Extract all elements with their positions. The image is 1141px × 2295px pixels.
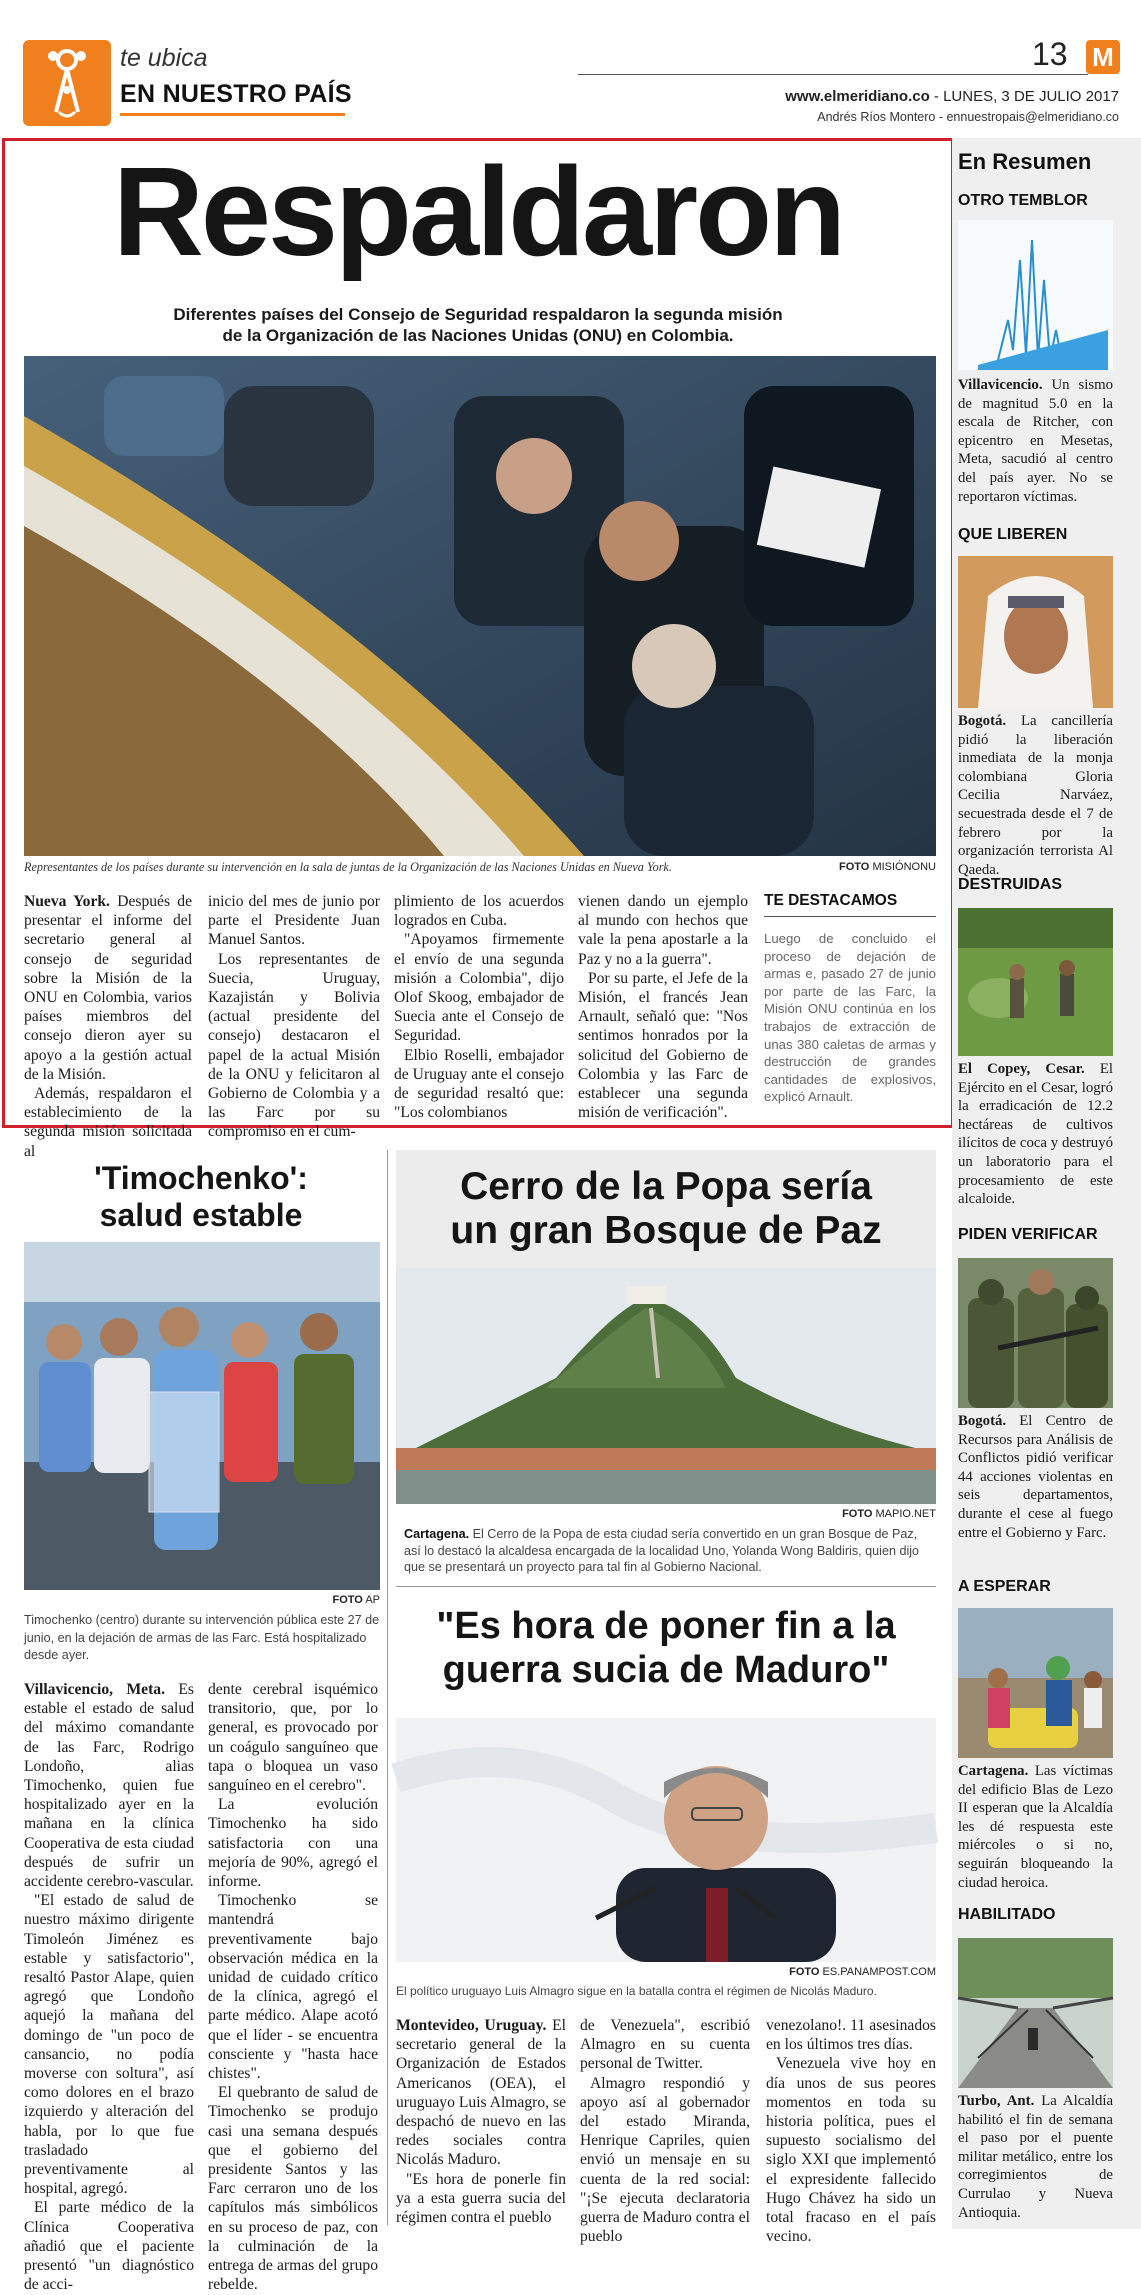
- column-divider: [387, 1150, 388, 2225]
- compass-figure-icon: [23, 40, 111, 126]
- popa-photo: [396, 1268, 936, 1504]
- timochenko-credit-source: AP: [365, 1594, 380, 1606]
- brand-letter: M: [1092, 42, 1114, 72]
- section-label-bottom: EN NUESTRO PAÍS: [120, 80, 352, 108]
- sidebar-item-head: OTRO TEMBLOR: [958, 192, 1088, 209]
- main-dateline: Nueva York.: [24, 893, 110, 910]
- popa-credit-source: MAPIO.NET: [875, 1508, 936, 1520]
- main-col-2: [208, 892, 380, 1142]
- sidebar-item-dateline: El Copey, Cesar.: [958, 1061, 1085, 1077]
- sidebar-photo-protest: [958, 1608, 1113, 1758]
- popa-credit-label: FOTO: [842, 1508, 873, 1520]
- main-credit-label: FOTO: [839, 861, 870, 873]
- popa-headline: [396, 1165, 936, 1253]
- timochenko-col-2: [208, 1680, 378, 2295]
- maduro-dateline: Montevideo, Uruguay.: [396, 2017, 547, 2034]
- sidebar-item-head: PIDEN VERIFICAR: [958, 1226, 1098, 1243]
- timochenko-caption: Timochenko (centro) durante su intervención pública este 27 de junio, en la dejación de armas de las Farc. Está hospitalizado desde ayer.: [24, 1613, 380, 1662]
- main-col3-p2: "Apoyamos firmemente el envío de una segunda misión a Colombia", dijo Olof Skoog, embajador de Suecia ante el Consejo de Seguridad.: [394, 931, 564, 1045]
- main-col2-p1: inicio del mes de junio por parte el Presidente Juan Manuel Santos.: [208, 893, 380, 949]
- timochenko-photo: [24, 1242, 380, 1590]
- timochenko-col2-p1: dente cerebral isquémico transitorio, que, por lo general, es provocado por un coágulo sanguíneo que tapa o bloquea un vaso sanguíneo en el cerebro".: [208, 1681, 378, 1795]
- sidebar-photo-bridge: [958, 1938, 1113, 2088]
- main-col3-p3: Elbio Roselli, embajador de Uruguay ante el consejo de seguridad resaltó que: "Los colombianos: [394, 1046, 564, 1122]
- sidebar-item-dateline: Cartagena.: [958, 1763, 1029, 1779]
- main-col4-p1: vienen dando un ejemplo al mundo con hechos que vale la pena apostarle a la Paz y no a la guerra".: [578, 893, 748, 968]
- sidebar-item-dateline: Bogotá.: [958, 1413, 1007, 1429]
- main-photo: [24, 356, 936, 856]
- main-deck-line-2: de la Organización de las Naciones Unidas (ONU) en Colombia.: [222, 326, 734, 345]
- main-col2-p2: Los representantes de Suecia, Uruguay, Kazajistán y Bolivia (actual presidente del consejo) destacaron el papel de la actual Misión de la ONU y felicitaron al Gobierno de Colombia y a las Farc por su compromiso en el cum-: [208, 950, 380, 1141]
- brand-badge: [1086, 40, 1120, 74]
- popa-caption-dateline: Cartagena.: [404, 1527, 470, 1541]
- section-label-underline: [120, 113, 345, 116]
- timochenko-col1-p3: El parte médico de la Clínica Cooperativa añadió que el paciente presentó "un diagnóstico de acci-: [24, 2199, 194, 2294]
- sidebar-item-body: El Centro de Recursos para Análisis de Conflictos pidió verificar 44 acciones violentas en seis departamentos, durante el cese al fuego entre el Gobierno y Farc.: [958, 1413, 1113, 1541]
- sidebar-photo-seismograph: [958, 220, 1113, 370]
- sidebar-item-head: QUE LIBEREN: [958, 526, 1068, 543]
- main-col4-p2: Por su parte, el Jefe de la Misión, el francés Jean Arnault, señaló que: "Nos sentimos honrados por la solicitud del Gobierno de Colombia y las Farc de establecer una segunda misión de verificación".: [578, 969, 748, 1122]
- main-col3-p1: plimiento de los acuerdos logrados en Cuba.: [394, 893, 564, 930]
- sidebar-item-head: A ESPERAR: [958, 1578, 1051, 1595]
- sidebar-item-text: [958, 2092, 1113, 2222]
- timochenko-col2-p2: La evolución Timochenko ha sido satisfactoria con una mejoría de 90%, agregó el informe.: [208, 1796, 378, 1891]
- editor-line: Andrés Ríos Montero - ennuestropais@elmeridiano.co: [817, 110, 1119, 124]
- timochenko-col2-p3: Timochenko se mantendrá preventivamente bajo observación médica en la unidad de cuidado crítico de la clínica, agregó el parte médico. Alape acotó que el líder - se encuentra consciente y "hasta hace chistes".: [208, 1892, 378, 2083]
- maduro-headline-line-2: guerra sucia de Maduro": [442, 1649, 890, 1691]
- main-col1-p2: Además, respaldaron el establecimiento de la segunda misión solicitada al: [24, 1085, 192, 1160]
- sidebar-item-head: DESTRUIDAS: [958, 876, 1063, 893]
- sidebar-item-body: La cancillería pidió la liberación inmediata de la monja colombiana Gloria Cecilia Narváez, secuestrada desde el 7 de febrero por la organización terrorista Al Qaeda.: [958, 713, 1113, 878]
- popa-photo-credit: [396, 1508, 936, 1520]
- maduro-col-1: [396, 2016, 566, 2227]
- sidebar-item-body: La Alcaldía habilitó el fin de semana el paso por el puente militar metálico, entre los corregimientos de Currulao y Nueva Antioquia.: [958, 2093, 1114, 2221]
- maduro-col-3: [766, 2016, 936, 2246]
- popa-headline-line-1: Cerro de la Popa sería: [460, 1165, 872, 1208]
- maduro-credit-source: ES.PANAMPOST.COM: [822, 1966, 936, 1978]
- highlight-text: Luego de concluido el proceso de dejación de armas e, pasado 27 de junio por parte de las Farc, la Misión ONU continúa en los trabajos de extracción de unas 380 caletas de armas y destrucción de grandes cantidades de explosivos, explicó Arnault.: [764, 931, 936, 1105]
- sidebar-item-dateline: Villavicencio.: [958, 377, 1043, 393]
- maduro-headline: [396, 1604, 936, 1692]
- popa-bottom-rule: [396, 1586, 936, 1587]
- timochenko-col-1: [24, 1680, 194, 2295]
- maduro-photo-credit: [396, 1966, 936, 1978]
- maduro-col2-p2: Almagro respondió y apoyo así al gobernador del estado Miranda, Henrique Capriles, quien envió un mensaje en su cuenta de la red social: "¡Se ejecuta declaratoria guerra de Maduro contra el pueblo: [580, 2074, 750, 2246]
- maduro-caption: El político uruguayo Luis Almagro sigue en la batalla contra el régimen de Nicolás Maduro.: [396, 1984, 877, 1998]
- timochenko-credit-label: FOTO: [332, 1594, 363, 1606]
- sidebar-photo-soldiers: [958, 1258, 1113, 1408]
- maduro-col1-p1: El secretario general de la Organización de Estados Americanos (OEA), el uruguayo Luis Almagro, se despachó de nuevo en las redes sociales contra Nicolás Maduro.: [396, 2017, 566, 2169]
- sidebar-item-text: [958, 1762, 1113, 1892]
- main-col-1: [24, 892, 192, 1161]
- main-col-3: [394, 892, 564, 1122]
- sidebar-item-body: El Ejército en el Cesar, logró la erradicación de 12.2 hectáreas de cultivos ilícitos de coca y destruyó un laboratorio para el procesamiento de este alcaloide.: [958, 1061, 1113, 1208]
- timochenko-headline-line-2: salud estable: [99, 1197, 303, 1233]
- sidebar-item-head: HABILITADO: [958, 1906, 1056, 1923]
- sidebar-item-text: [958, 712, 1113, 879]
- popa-caption-text: El Cerro de la Popa de esta ciudad sería convertido en un gran Bosque de Paz, así lo destacó la alcaldesa encargada de la localidad Uno, Yolanda Wong Baldiris, quien dijo que se presentará un proyecto para tal fin al Gobierno Nacional.: [404, 1527, 920, 1574]
- main-photo-caption: Representantes de los países durante su intervención en la sala de juntas de la Organización de las Naciones Unidas en Nueva York.: [24, 860, 672, 874]
- timochenko-headline: [24, 1160, 378, 1234]
- header-rule: [578, 74, 1088, 75]
- maduro-credit-label: FOTO: [789, 1966, 820, 1978]
- section-logo: [23, 40, 111, 126]
- sidebar-item-text: [958, 376, 1113, 506]
- sidebar-photo-fields: [958, 908, 1113, 1056]
- sidebar-item-body: Un sismo de magnitud 5.0 en la escala de Ritcher, con epicentro en Mesetas, Meta, sacudió al centro del país ayer. No se reportaron víctimas.: [958, 377, 1113, 505]
- maduro-col3-p1: venezolano!. 11 asesinados en los últimos tres días.: [766, 2017, 936, 2054]
- website: www.elmeridiano.co: [785, 88, 930, 105]
- sidebar-photo-nun: [958, 556, 1113, 708]
- timochenko-col1-p1: Es estable el estado de salud del máximo comandante de las Farc, Rodrigo Londoño, alias Timochenko, quien fue hospitalizado ayer en la mañana en la clínica Cooperativa de esta ciudad después de sufrir un accidente cerebro-vascular.: [24, 1681, 194, 1891]
- sidebar-item-text: [958, 1412, 1113, 1542]
- maduro-headline-line-1: "Es hora de poner fin a la: [436, 1605, 896, 1647]
- popa-headline-line-2: un gran Bosque de Paz: [450, 1209, 882, 1252]
- timochenko-photo-credit: [24, 1594, 380, 1606]
- highlight-title: TE DESTACAMOS: [764, 892, 936, 917]
- sidebar-item-text: [958, 1060, 1113, 1209]
- sidebar-title: En Resumen: [958, 149, 1092, 174]
- main-col1-p1: Después de presentar el informe del secretario general al consejo de seguridad sobre la Misión de la ONU en Colombia, varios países miembros del consejo dieron ayer su apoyo a la gestión actual de la Misión.: [24, 893, 193, 1083]
- main-deck: [0, 304, 956, 346]
- issue-date: - LUNES, 3 DE JULIO 2017: [933, 88, 1119, 105]
- popa-caption: [404, 1526, 934, 1576]
- main-deck-line-1: Diferentes países del Consejo de Seguridad respaldaron la segunda misión: [173, 305, 783, 324]
- main-credit-source: MISIÓNONU: [872, 861, 936, 873]
- timochenko-col1-p2: "El estado de salud de nuestro máximo dirigente Timoleón Jiménez es estable y satisfactorio", resaltó Pastor Alape, quien agregó que Londoño aquejó la mañana del domingo de "un poco de cansancio, no podía moverse con soltura", así como dolores en el brazo izquierdo y alteración del habla, por lo que fue trasladado preventivamente al hospital, agregó.: [24, 1892, 194, 2198]
- un-council-illustration: [24, 356, 936, 856]
- maduro-col1-p2: "Es hora de ponerle fin ya a esta guerra sucia del régimen contra el pueblo: [396, 2170, 566, 2227]
- sidebar-item-dateline: Turbo, Ant.: [958, 2093, 1035, 2109]
- dateline-bar: [785, 88, 1119, 105]
- timochenko-headline-line-1: 'Timochenko':: [94, 1160, 308, 1196]
- sidebar-item-dateline: Bogotá.: [958, 713, 1007, 729]
- main-headline: Respaldaron: [112, 141, 844, 282]
- timochenko-dateline: Villavicencio, Meta.: [24, 1681, 165, 1698]
- main-photo-credit: [780, 861, 936, 873]
- maduro-col-2: [580, 2016, 750, 2246]
- maduro-col3-p2: Venezuela vive hoy en día unos de sus peores momentos en toda su historia política, pues el supuesto socialismo del siglo XXI que implementó el expresidente fallecido Hugo Chávez ha sido un total fracaso en el país vecino.: [766, 2055, 936, 2246]
- timochenko-col2-p4: El quebranto de salud de Timochenko se produjo casi una semana después que el gobierno del presidente Santos y las Farc cerraron uno de los capítulos más simbólicos en su proceso de paz, con la culminación de la entrega de armas del grupo rebelde.: [208, 2084, 378, 2294]
- page-number: 13: [1032, 36, 1068, 72]
- main-col-4: [578, 892, 748, 1122]
- maduro-photo: [396, 1718, 936, 1962]
- maduro-col2-p1: de Venezuela", escribió Almagro en su cuenta personal de Twitter.: [580, 2017, 750, 2073]
- sidebar-item-body: Las víctimas del edificio Blas de Lezo II esperan que la Alcaldía les dé respuesta este miércoles o si no, seguirán bloqueando la ciudad heroica.: [958, 1763, 1113, 1891]
- section-label-top: te ubica: [120, 44, 208, 72]
